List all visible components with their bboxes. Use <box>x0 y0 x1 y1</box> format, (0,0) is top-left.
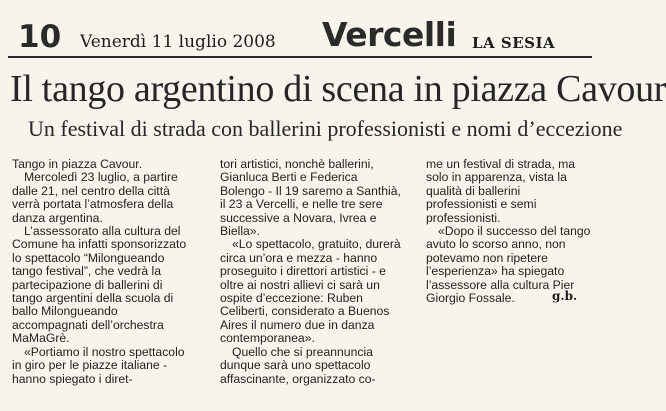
section-name: Vercelli <box>322 15 457 54</box>
article-subheadline: Un festival di strada con ballerini professionisti e nomi d’eccezione <box>28 116 623 141</box>
article-column-1 <box>12 158 195 386</box>
article-column-3 <box>426 158 592 305</box>
article-column-2 <box>220 158 403 386</box>
issue-date: Venerdì 11 luglio 2008 <box>80 32 276 52</box>
page-header <box>10 15 590 58</box>
paragraph: «Lo spettacolo, gratuito, durerà circa un’ora e mezza - hanno proseguito i direttori artistici - e oltre ai nostri allievi ci sarà un ospite d’eccezione: Ruben Celiberti, considerato a Buenos Aires il numero due in danza contemporanea». <box>220 237 401 346</box>
paragraph: Tango in piazza Cavour. <box>12 157 143 171</box>
paragraph: Mercoledì 23 luglio, a partire dalle 21, nel centro della città verrà portata l’atmosfera della danza argentina. <box>12 170 178 225</box>
header-rule <box>8 56 592 58</box>
paragraph: Quello che si preannuncia dunque sarà uno spettacolo affascinante, organizzato co- <box>220 344 376 386</box>
paragraph: L’assessorato alla cultura del Comune ha infatti sponsorizzato lo spettacolo “Milongueando tango festival”, che vedrà la partecipazione di ballerini di tango argentini della scuola di ballo Milongueando accompagnati dell’orchestra MaMaGrè. <box>12 224 187 346</box>
paragraph: tori artistici, nonchè ballerini, Gianluca Berti e Federica Bolengo - Il 19 saremo a Santhià, il 23 a Vercelli, e nelle tre sere successive a Novara, Ivrea e Biella». <box>220 157 401 239</box>
newspaper-name: LA SESIA <box>472 34 556 52</box>
paragraph: «Dopo il successo del tango avuto lo scorso anno, non potevamo non ripetere l’esperienza» ha spiegato l’assessore alla cultura Pier Giorgio Fossale. <box>426 224 591 306</box>
paragraph: «Portiamo il nostro spettacolo in giro per le piazze italiane - hanno spiegato i diret- <box>12 344 185 386</box>
page-number: 10 <box>18 19 62 55</box>
author-signature: g.b. <box>552 289 578 303</box>
article-headline: Il tango argentino di scena in piazza Cavour <box>10 68 666 110</box>
paragraph: me un festival di strada, ma solo in apparenza, vista la qualità di ballerini professionisti e semi professionisti. <box>426 157 576 225</box>
